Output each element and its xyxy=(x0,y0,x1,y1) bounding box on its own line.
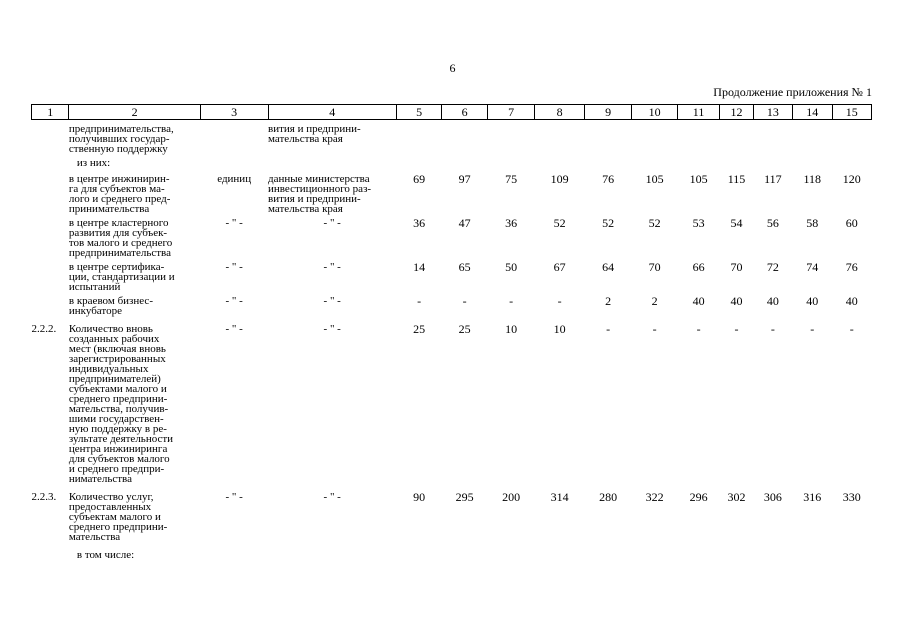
column-header-9: 9 xyxy=(584,105,632,120)
value-cell-col-15: 60 xyxy=(845,216,858,230)
row-source xyxy=(268,316,396,484)
value-cell-col-12 xyxy=(720,154,753,170)
row-unit: - " - xyxy=(225,491,243,503)
source-line: мательства края xyxy=(268,203,343,215)
table-row xyxy=(32,154,872,170)
value-cell-col-6: 47 xyxy=(458,216,471,230)
value-cell-col-10: 70 xyxy=(648,260,661,274)
value-cell-col-9: 2 xyxy=(605,294,612,308)
indicator-line: субъектами малого и xyxy=(68,383,167,395)
value-cell-col-12: 54 xyxy=(730,216,743,230)
table-row xyxy=(32,484,872,542)
column-header-14: 14 xyxy=(793,105,832,120)
indicator-line: в центре кластерного xyxy=(68,217,169,229)
column-header-4: 4 xyxy=(268,105,396,120)
row-code xyxy=(32,542,69,562)
value-cell-col-7: 75 xyxy=(505,172,518,186)
value-cell-col-9: 64 xyxy=(602,260,615,274)
column-header-8: 8 xyxy=(535,105,585,120)
value-cell-col-11: 66 xyxy=(692,260,705,274)
indicator-line: мательства xyxy=(68,531,121,543)
indicator-line: в краевом бизнес- xyxy=(68,295,153,307)
row-source xyxy=(268,214,396,258)
value-cell-col-12: 70 xyxy=(730,260,743,274)
row-source xyxy=(268,484,396,542)
source-line: - " - xyxy=(323,491,341,503)
indicator-line: ную поддержку в ре- xyxy=(68,423,167,435)
indicator-line: для субъектов малого xyxy=(68,453,170,465)
column-header-7: 7 xyxy=(487,105,535,120)
value-cell-col-15 xyxy=(832,154,872,170)
value-cell-col-13: 306 xyxy=(763,490,782,504)
indicator-line: в том числе: xyxy=(76,549,135,561)
value-cell-col-9 xyxy=(584,542,632,562)
table-row xyxy=(32,258,872,292)
row-unit: - " - xyxy=(225,261,243,273)
value-cell-col-10: - xyxy=(652,322,657,336)
value-cell-col-12: - xyxy=(734,322,739,336)
value-cell-col-13 xyxy=(753,120,792,155)
source-line: - " - xyxy=(323,261,341,273)
value-cell-col-7 xyxy=(487,154,535,170)
source-line: мательства края xyxy=(268,133,343,145)
column-header-6: 6 xyxy=(442,105,487,120)
row-unit: - " - xyxy=(225,217,243,229)
value-cell-col-12: 115 xyxy=(727,172,746,186)
value-cell-col-5 xyxy=(396,542,441,562)
indicator-line: и среднего предпри- xyxy=(68,463,165,475)
table-body xyxy=(32,120,872,563)
indicator-line: тов малого и среднего xyxy=(68,237,173,249)
value-cell-col-9 xyxy=(584,154,632,170)
row-code: 2.2.2. xyxy=(31,323,57,335)
value-cell-col-10: 105 xyxy=(645,172,664,186)
value-cell-col-6 xyxy=(442,120,487,155)
column-header-2: 2 xyxy=(69,105,200,120)
value-cell-col-5: 69 xyxy=(413,172,426,186)
column-header-3: 3 xyxy=(200,105,268,120)
indicator-line: предпринимателей) xyxy=(68,373,161,385)
source-line: инвестиционного раз- xyxy=(268,183,372,195)
value-cell-col-8 xyxy=(535,542,585,562)
row-indicator xyxy=(69,484,200,542)
value-cell-col-6: - xyxy=(462,294,467,308)
value-cell-col-11: 105 xyxy=(689,172,708,186)
value-cell-col-9 xyxy=(584,120,632,155)
row-unit xyxy=(200,120,268,155)
value-cell-col-8: 10 xyxy=(553,322,566,336)
row-code xyxy=(32,292,69,316)
row-unit xyxy=(200,542,268,562)
value-cell-col-8: - xyxy=(557,294,562,308)
value-cell-col-7 xyxy=(487,542,535,562)
value-cell-col-14: 74 xyxy=(806,260,819,274)
table-row xyxy=(32,542,872,562)
value-cell-col-5: 25 xyxy=(413,322,426,336)
value-cell-col-8: 52 xyxy=(553,216,566,230)
value-cell-col-9: - xyxy=(606,322,611,336)
source-line: - " - xyxy=(323,295,341,307)
value-cell-col-14: 58 xyxy=(806,216,819,230)
row-source xyxy=(268,120,396,155)
indicator-line: из них: xyxy=(76,157,111,169)
value-cell-col-5: - xyxy=(417,294,422,308)
value-cell-col-15: - xyxy=(849,322,854,336)
column-header-15: 15 xyxy=(832,105,872,120)
row-source xyxy=(268,292,396,316)
continuation-label: Продолжение приложения № 1 xyxy=(713,85,872,99)
value-cell-col-14 xyxy=(793,542,832,562)
value-cell-col-11 xyxy=(677,154,719,170)
row-code xyxy=(32,154,69,170)
row-indicator xyxy=(69,292,200,316)
value-cell-col-14 xyxy=(793,120,832,155)
value-cell-col-13: - xyxy=(770,322,775,336)
value-cell-col-10: 52 xyxy=(648,216,661,230)
source-line: вития и предприни- xyxy=(268,193,361,205)
table-row xyxy=(32,214,872,258)
value-cell-col-9: 76 xyxy=(602,172,615,186)
value-cell-col-5 xyxy=(396,154,441,170)
indicator-line: шими государствен- xyxy=(68,413,164,425)
value-cell-col-6: 65 xyxy=(458,260,471,274)
value-cell-col-10: 322 xyxy=(645,490,664,504)
value-cell-col-10 xyxy=(632,542,677,562)
row-indicator xyxy=(69,214,200,258)
value-cell-col-15 xyxy=(832,120,872,155)
table-row xyxy=(32,170,872,214)
indicator-line: принимательства xyxy=(68,203,150,215)
row-unit: единиц xyxy=(217,173,252,185)
value-cell-col-6: 295 xyxy=(455,490,474,504)
indicator-line: ции, стандартизации и xyxy=(68,271,175,283)
value-cell-col-7: 10 xyxy=(505,322,518,336)
indicator-line: Количество вновь xyxy=(68,323,153,335)
value-cell-col-6: 25 xyxy=(458,322,471,336)
row-indicator xyxy=(69,542,200,562)
column-header-13: 13 xyxy=(753,105,792,120)
value-cell-col-11: - xyxy=(696,322,701,336)
row-source xyxy=(268,170,396,214)
header-row xyxy=(32,105,872,120)
value-cell-col-13 xyxy=(753,542,792,562)
value-cell-col-10: 2 xyxy=(651,294,658,308)
page-number: 6 xyxy=(449,61,456,75)
indicator-line: га для субъектов ма- xyxy=(68,183,165,195)
value-cell-col-9: 52 xyxy=(602,216,615,230)
indicator-line: предпринимательства xyxy=(68,247,171,259)
value-cell-col-6 xyxy=(442,154,487,170)
column-header-1: 1 xyxy=(32,105,69,120)
indicator-line: созданных рабочих xyxy=(68,333,160,345)
indicator-line: в центре сертифика- xyxy=(68,261,165,273)
indicator-line: развития для субъек- xyxy=(68,227,168,239)
value-cell-col-13: 117 xyxy=(764,172,782,186)
value-cell-col-5: 14 xyxy=(413,260,426,274)
indicator-line: нимательства xyxy=(68,473,132,485)
indicator-line: в центре инжинирин- xyxy=(68,173,170,185)
indicator-line: мест (включая вновь xyxy=(68,343,166,355)
value-cell-col-14: 118 xyxy=(803,172,822,186)
row-unit: - " - xyxy=(225,323,243,335)
source-line: данные министерства xyxy=(268,173,370,185)
row-code xyxy=(32,214,69,258)
value-cell-col-6: 97 xyxy=(458,172,471,186)
value-cell-col-12: 302 xyxy=(727,490,746,504)
source-line: - " - xyxy=(323,323,341,335)
value-cell-col-15: 40 xyxy=(845,294,858,308)
value-cell-col-11 xyxy=(677,542,719,562)
value-cell-col-15: 120 xyxy=(842,172,861,186)
row-code xyxy=(32,120,69,155)
row-source xyxy=(268,154,396,170)
value-cell-col-13: 56 xyxy=(766,216,779,230)
indicator-line: субъектам малого и xyxy=(68,511,161,523)
value-cell-col-8: 109 xyxy=(550,172,569,186)
table-row xyxy=(32,292,872,316)
indicator-line: предоставленных xyxy=(68,501,152,513)
indicator-line: инкубаторе xyxy=(68,305,122,317)
value-cell-col-14: - xyxy=(810,322,815,336)
indicator-line: мательства, получив- xyxy=(68,403,169,415)
value-cell-col-14 xyxy=(793,154,832,170)
indicator-line: испытаний xyxy=(68,281,121,293)
indicator-line: предпринимательства, xyxy=(68,123,174,135)
indicator-line: индивидуальных xyxy=(68,363,149,375)
value-cell-col-8 xyxy=(535,120,585,155)
source-line: - " - xyxy=(323,217,341,229)
value-cell-col-12 xyxy=(720,542,753,562)
value-cell-col-7: - xyxy=(509,294,514,308)
row-source xyxy=(268,258,396,292)
row-code xyxy=(32,258,69,292)
column-header-12: 12 xyxy=(720,105,753,120)
row-unit: - " - xyxy=(225,295,243,307)
value-cell-col-7: 50 xyxy=(505,260,518,274)
indicator-line: ственную поддержку xyxy=(68,143,168,155)
column-header-5: 5 xyxy=(396,105,441,120)
value-cell-col-15: 76 xyxy=(845,260,858,274)
column-header-11: 11 xyxy=(677,105,719,120)
value-cell-col-10 xyxy=(632,120,677,155)
indicator-line: среднего предприни- xyxy=(68,393,168,405)
value-cell-col-15 xyxy=(832,542,872,562)
value-cell-col-12: 40 xyxy=(730,294,743,308)
value-cell-col-5: 36 xyxy=(413,216,426,230)
value-cell-col-13: 72 xyxy=(766,260,779,274)
value-cell-col-14: 316 xyxy=(803,490,822,504)
value-cell-col-8 xyxy=(535,154,585,170)
indicator-line: зарегистрированных xyxy=(68,353,166,365)
column-header-10: 10 xyxy=(632,105,677,120)
table-row xyxy=(32,120,872,155)
row-source xyxy=(268,542,396,562)
value-cell-col-13: 40 xyxy=(766,294,779,308)
value-cell-col-5 xyxy=(396,120,441,155)
row-indicator xyxy=(69,154,200,170)
table-row xyxy=(32,316,872,484)
value-cell-col-11 xyxy=(677,120,719,155)
row-code: 2.2.3. xyxy=(31,491,57,503)
indicator-line: получивших государ- xyxy=(68,133,170,145)
indicator-line: среднего предприни- xyxy=(68,521,168,533)
value-cell-col-7: 200 xyxy=(502,490,521,504)
value-cell-col-5: 90 xyxy=(413,490,426,504)
value-cell-col-8: 67 xyxy=(553,260,566,274)
row-indicator xyxy=(69,316,200,484)
indicator-line: зультате деятельности xyxy=(68,433,174,445)
indicator-line: центра инжиниринга xyxy=(68,443,168,455)
indicator-line: Количество услуг, xyxy=(68,491,154,503)
source-line: вития и предприни- xyxy=(268,123,361,135)
value-cell-col-7: 36 xyxy=(505,216,518,230)
value-cell-col-14: 40 xyxy=(806,294,819,308)
row-unit xyxy=(200,154,268,170)
row-indicator xyxy=(69,170,200,214)
row-indicator xyxy=(69,120,200,155)
value-cell-col-12 xyxy=(720,120,753,155)
indicator-line: лого и среднего пред- xyxy=(68,193,171,205)
value-cell-col-11: 53 xyxy=(692,216,705,230)
indicators-table xyxy=(31,104,872,562)
value-cell-col-7 xyxy=(487,120,535,155)
row-indicator xyxy=(69,258,200,292)
value-cell-col-8: 314 xyxy=(550,490,569,504)
value-cell-col-11: 296 xyxy=(689,490,708,504)
value-cell-col-11: 40 xyxy=(692,294,705,308)
value-cell-col-6 xyxy=(442,542,487,562)
value-cell-col-9: 280 xyxy=(599,490,618,504)
row-code xyxy=(32,170,69,214)
value-cell-col-13 xyxy=(753,154,792,170)
value-cell-col-10 xyxy=(632,154,677,170)
value-cell-col-15: 330 xyxy=(842,490,861,504)
